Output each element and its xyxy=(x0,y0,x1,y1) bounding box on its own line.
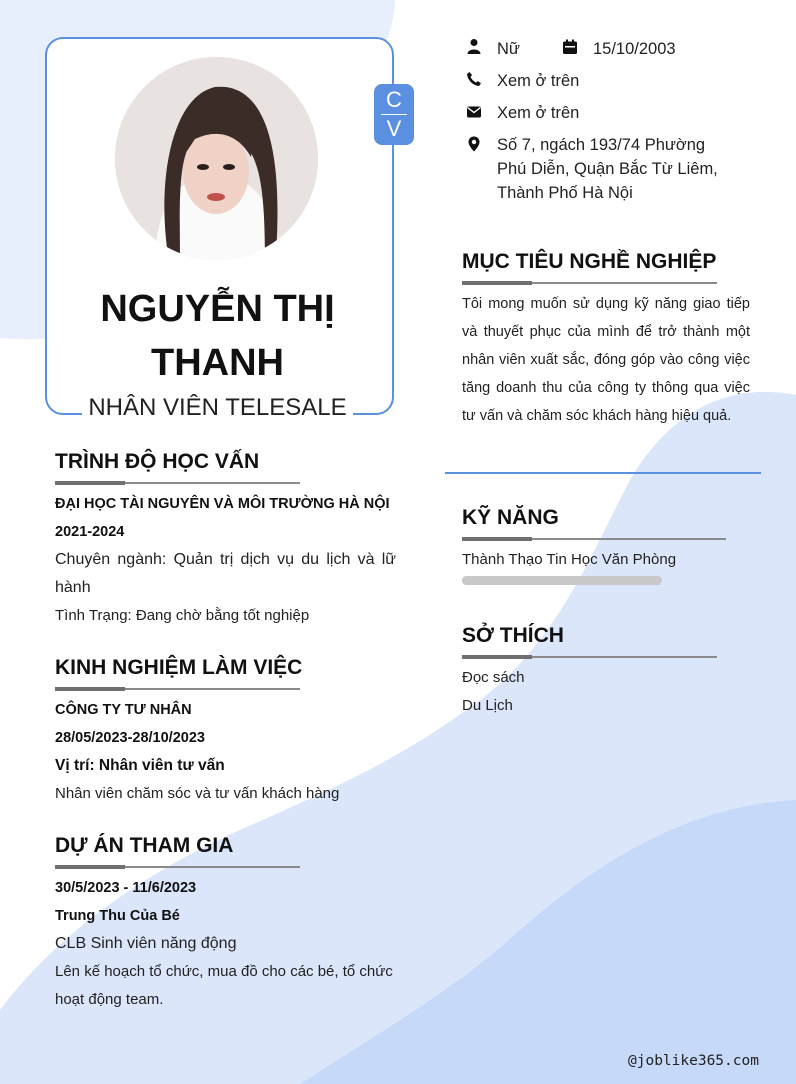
project-name: Trung Thu Của Bé xyxy=(55,908,180,924)
objective-text: Tôi mong muốn sử dụng kỹ năng giao tiếp và thuyết phục của mình để trở thành một nhân viên xuất sắc, đóng góp vào công việc tăng doanh thu của công ty thông qua việc tư vấn và chăm sóc khách hàng hiệu quả. xyxy=(462,296,750,424)
education-rule xyxy=(55,482,300,484)
project-org: CLB Sinh viên năng động xyxy=(55,935,237,952)
skill-item-label: Thành Thạo Tin Học Văn Phòng xyxy=(462,551,677,568)
birthday-text: 15/10/2003 xyxy=(593,40,676,58)
cv-badge xyxy=(374,84,414,145)
name-line-1: NGUYỄN THỊ xyxy=(100,288,335,330)
experience-title: KINH NGHIỆM LÀM VIỆC xyxy=(55,656,303,679)
skill-level-bar xyxy=(462,576,662,585)
hobby-item: Du Lịch xyxy=(462,697,513,714)
mail-icon xyxy=(466,104,482,120)
projects-rule xyxy=(55,866,300,868)
email-text: Xem ở trên xyxy=(497,104,580,122)
hobbies-title: SỞ THÍCH xyxy=(462,624,564,647)
project-period: 30/5/2023 - 11/6/2023 xyxy=(55,880,197,896)
job-title: NHÂN VIÊN TELESALE xyxy=(45,394,390,422)
cv-badge-c: C xyxy=(386,87,402,112)
hobbies-rule xyxy=(462,656,717,658)
education-title: TRÌNH ĐỘ HỌC VẤN xyxy=(55,450,260,473)
experience-rule xyxy=(55,688,300,690)
project-description: Lên kế hoạch tổ chức, mua đồ cho các bé, tổ chức hoạt động team. xyxy=(55,963,393,1008)
skills-rule xyxy=(462,538,726,540)
phone-icon xyxy=(466,71,482,87)
footer-handle: @joblike365.com xyxy=(628,1053,759,1069)
full-name xyxy=(45,282,390,390)
section-divider xyxy=(445,472,761,474)
experience-description: Nhân viên chăm sóc và tư vấn khách hàng xyxy=(55,785,340,802)
name-line-2: THANH xyxy=(151,342,284,384)
objective-title: MỤC TIÊU NGHỀ NGHIỆP xyxy=(462,250,717,273)
education-years: 2021-2024 xyxy=(55,524,125,540)
experience-company: CÔNG TY TƯ NHÂN xyxy=(55,702,192,718)
person-icon xyxy=(466,38,482,54)
calendar-icon xyxy=(562,39,578,55)
hobby-item: Đọc sách xyxy=(462,669,525,686)
experience-period: 28/05/2023-28/10/2023 xyxy=(55,730,205,746)
location-icon xyxy=(466,136,482,152)
phone-text: Xem ở trên xyxy=(497,72,580,90)
projects-title: DỰ ÁN THAM GIA xyxy=(55,834,234,857)
skills-title: KỸ NĂNG xyxy=(462,506,559,529)
objective-rule xyxy=(462,282,717,284)
gender-text: Nữ xyxy=(497,40,520,58)
experience-position: Vị trí: Nhân viên tư vấn xyxy=(55,757,225,774)
address-text: Số 7, ngách 193/74 Phường Phú Diễn, Quận Bắc Từ Liêm, Thành Phố Hà Nội xyxy=(497,136,718,202)
education-school: ĐẠI HỌC TÀI NGUYÊN VÀ MÔI TRƯỜNG HÀ NỘI xyxy=(55,496,390,512)
cv-badge-v: V xyxy=(386,116,402,141)
education-major: Chuyên ngành: Quản trị dịch vụ du lịch và lữ hành xyxy=(55,551,396,596)
profile-photo xyxy=(115,57,318,260)
education-status: Tình Trạng: Đang chờ bằng tốt nghiệp xyxy=(55,607,310,624)
